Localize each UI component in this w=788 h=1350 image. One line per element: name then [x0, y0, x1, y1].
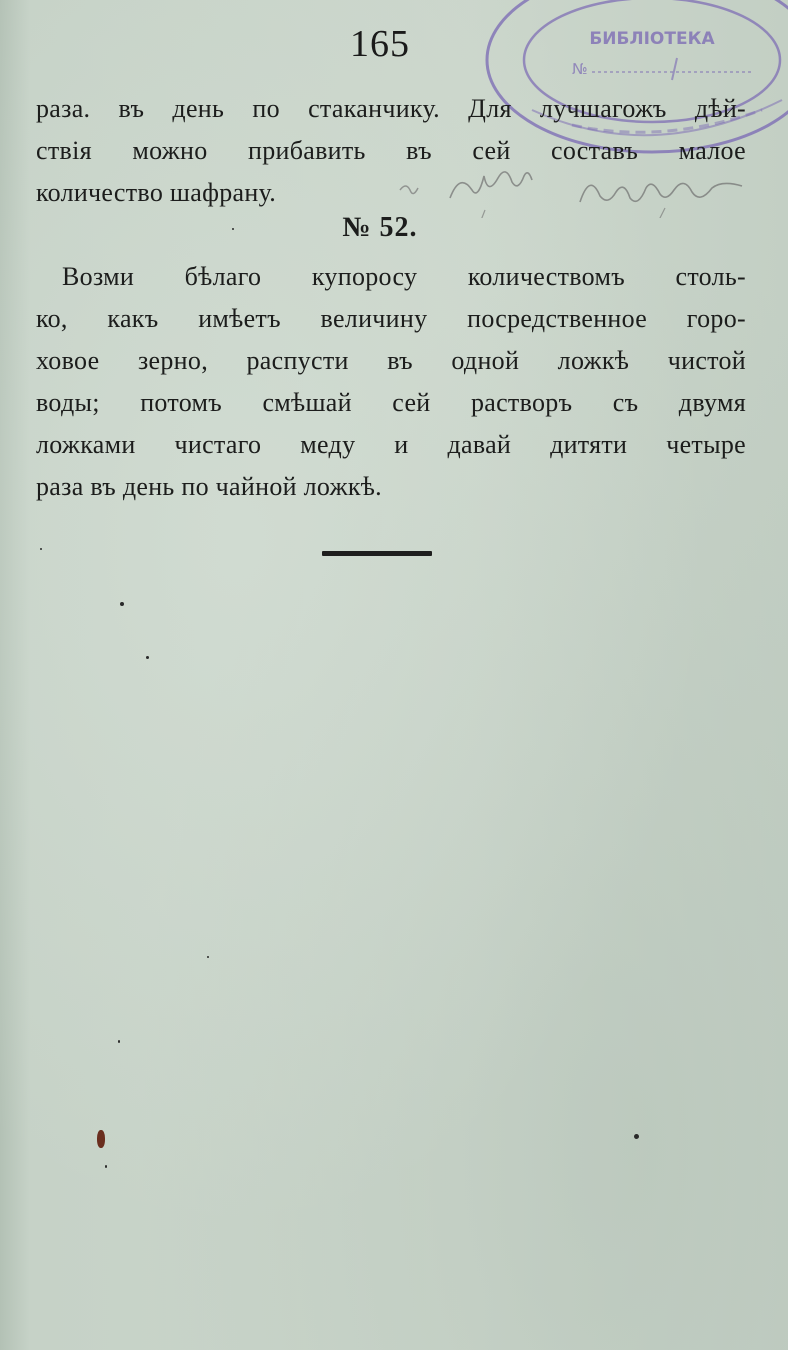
paper-speck	[118, 1040, 120, 1043]
text-line: Возми бѣлаго купоросу количествомъ столь-	[62, 262, 746, 291]
paper-speck	[120, 602, 124, 606]
recipe-number-heading: № 52.	[342, 212, 418, 243]
text-line: ховое зерно, распусти въ одной ложкѣ чистой	[36, 346, 746, 375]
text-line: раза. въ день по стаканчику. Для лучшагожъ дѣй-	[36, 94, 746, 123]
text-line: ко, какъ имѣетъ величину посредственное горо-	[36, 304, 746, 333]
text-line: ложками чистаго меду и давай дитяти четыре	[36, 430, 746, 459]
paragraph-continued	[36, 88, 746, 214]
recipe-paragraph	[36, 256, 746, 508]
section-end-rule	[322, 551, 432, 556]
paper-speck	[105, 1165, 107, 1168]
text-line: количество шафрану.	[36, 178, 277, 207]
paper-speck	[40, 548, 42, 550]
text-line: воды; потомъ смѣшай сей растворъ съ двумя	[36, 388, 746, 417]
page-number: 165	[350, 23, 410, 65]
paper-speck	[232, 228, 234, 230]
text-line: ствія можно прибавить въ сей составъ малое	[36, 136, 746, 165]
stamp-number-label: №	[572, 60, 588, 78]
paper-speck	[634, 1134, 639, 1139]
stamp-title: БИБЛІОТЕКА	[589, 29, 715, 49]
paper-speck	[146, 656, 149, 659]
text-line: раза въ день по чайной ложкѣ.	[36, 472, 382, 501]
paper-speck	[207, 956, 209, 958]
paper-speck	[97, 1130, 105, 1148]
